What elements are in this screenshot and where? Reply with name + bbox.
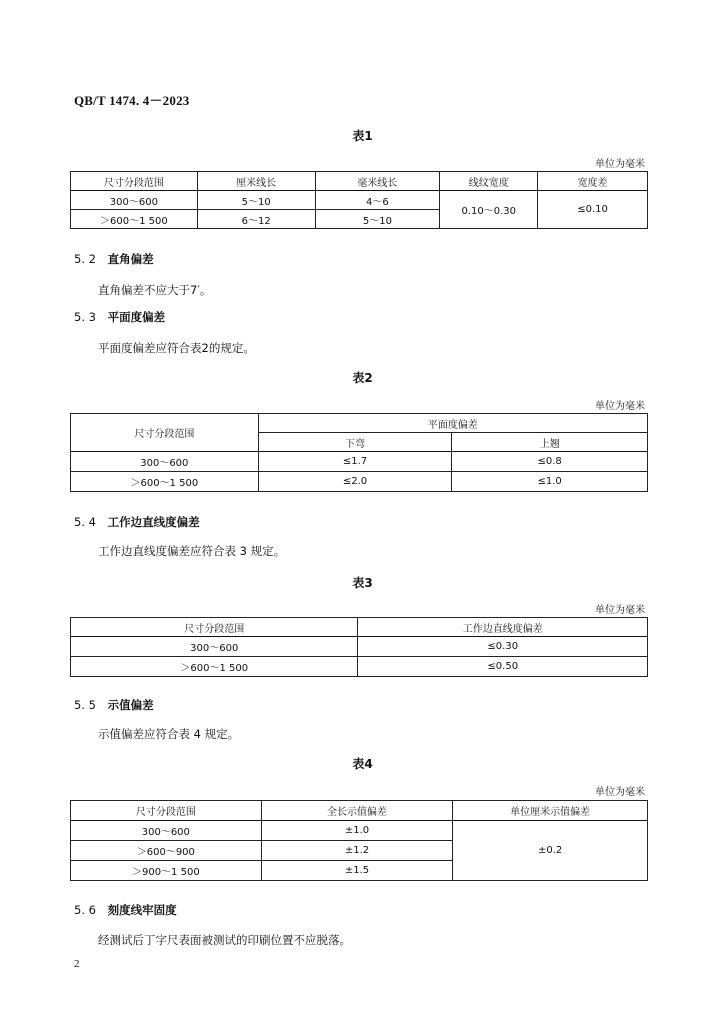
- table1: [70, 171, 648, 229]
- table4: [70, 800, 648, 881]
- table1-header-line-width: 线纹宽度: [440, 172, 538, 191]
- table4-header-range: 尺寸分段范围: [71, 801, 262, 821]
- table1-cell: 300～600: [71, 191, 198, 210]
- table3-header-straightness: 工作边直线度偏差: [358, 618, 648, 637]
- section-number: 5. 5: [74, 698, 96, 712]
- table4-header-full-length: 全长示值偏差: [261, 801, 453, 821]
- section-5-5-text: 示值偏差应符合表 4 规定。: [98, 727, 240, 741]
- table4-cell: 300～600: [71, 821, 262, 841]
- table3-unit: 单位为毫米: [595, 605, 645, 616]
- section-title: 示值偏差: [107, 698, 154, 712]
- table2-title: 表2: [352, 371, 373, 385]
- section-5-5-heading: [74, 697, 154, 713]
- table3-cell: ≤0.50: [358, 657, 648, 677]
- page-number: 2: [74, 958, 80, 970]
- table2-cell: ≤1.7: [258, 452, 452, 472]
- section-title: 平面度偏差: [107, 310, 166, 324]
- table4-cell: ±1.0: [261, 821, 453, 841]
- table2-unit: 单位为毫米: [595, 401, 645, 412]
- section-5-4-heading: [74, 514, 200, 530]
- table4-cell: ±1.2: [261, 841, 453, 861]
- table2-header-down: 下弯: [258, 433, 452, 452]
- table4-header-per-cm: 单位厘米示值偏差: [453, 801, 648, 821]
- table1-line-width-value: 0.10～0.30: [440, 191, 538, 229]
- table1-cell: 6～12: [197, 210, 315, 229]
- section-number: 5. 3: [74, 310, 96, 324]
- table-row: [71, 637, 648, 657]
- table4-title: 表4: [352, 757, 373, 771]
- table4-cell: ＞900～1 500: [71, 861, 262, 881]
- table-row: [71, 191, 648, 210]
- table1-header-range: 尺寸分段范围: [71, 172, 198, 191]
- table1-cell: 5～10: [197, 191, 315, 210]
- table1-cell: ＞600～1 500: [71, 210, 198, 229]
- table2: [70, 413, 648, 492]
- table-row: [71, 821, 648, 841]
- section-title: 工作边直线度偏差: [107, 515, 200, 529]
- table3-header-range: 尺寸分段范围: [71, 618, 358, 637]
- table3: [70, 617, 648, 677]
- table2-cell: ＞600～1 500: [71, 472, 259, 492]
- table2-header-up: 上翘: [452, 433, 648, 452]
- section-5-6-text: 经测试后丁字尺表面被测试的印刷位置不应脱落。: [98, 933, 351, 947]
- table2-cell: ≤2.0: [258, 472, 452, 492]
- table3-cell: 300～600: [71, 637, 358, 657]
- section-5-2-text: 直角偏差不应大于7′。: [98, 283, 212, 297]
- table3-title: 表3: [352, 576, 373, 590]
- section-5-4-text: 工作边直线度偏差应符合表 3 规定。: [98, 544, 286, 558]
- table2-cell: ≤0.8: [452, 452, 648, 472]
- table2-header-range: 尺寸分段范围: [71, 414, 259, 452]
- section-5-6-heading: [74, 902, 177, 918]
- section-number: 5. 6: [74, 903, 96, 917]
- section-5-2-heading: [74, 251, 154, 267]
- table3-cell: ≤0.30: [358, 637, 648, 657]
- section-5-3-text: 平面度偏差应符合表2的规定。: [98, 341, 255, 355]
- section-5-3-heading: [74, 309, 165, 325]
- table2-header-flatness: 平面度偏差: [258, 414, 647, 433]
- table-row: [71, 657, 648, 677]
- table1-header-width-diff: 宽度差: [538, 172, 648, 191]
- table2-cell: ≤1.0: [452, 472, 648, 492]
- section-number: 5. 4: [74, 515, 96, 529]
- table4-per-cm-value: ±0.2: [453, 821, 648, 881]
- table1-header-mm-line: 毫米线长: [315, 172, 440, 191]
- section-number: 5. 2: [74, 252, 96, 266]
- table-row: [71, 472, 648, 492]
- table1-header-cm-line: 厘米线长: [197, 172, 315, 191]
- table4-cell: ＞600～900: [71, 841, 262, 861]
- table3-cell: ＞600～1 500: [71, 657, 358, 677]
- table4-cell: ±1.5: [261, 861, 453, 881]
- table4-unit: 单位为毫米: [595, 787, 645, 798]
- table2-cell: 300～600: [71, 452, 259, 472]
- table-row: [71, 452, 648, 472]
- table1-title: 表1: [352, 129, 373, 143]
- section-title: 刻度线牢固度: [107, 903, 177, 917]
- standard-code: QB/T 1474. 4－2023: [74, 93, 190, 108]
- table1-unit: 单位为毫米: [595, 159, 645, 170]
- table1-width-diff-value: ≤0.10: [538, 191, 648, 229]
- section-title: 直角偏差: [107, 252, 154, 266]
- table1-cell: 5～10: [315, 210, 440, 229]
- table1-cell: 4～6: [315, 191, 440, 210]
